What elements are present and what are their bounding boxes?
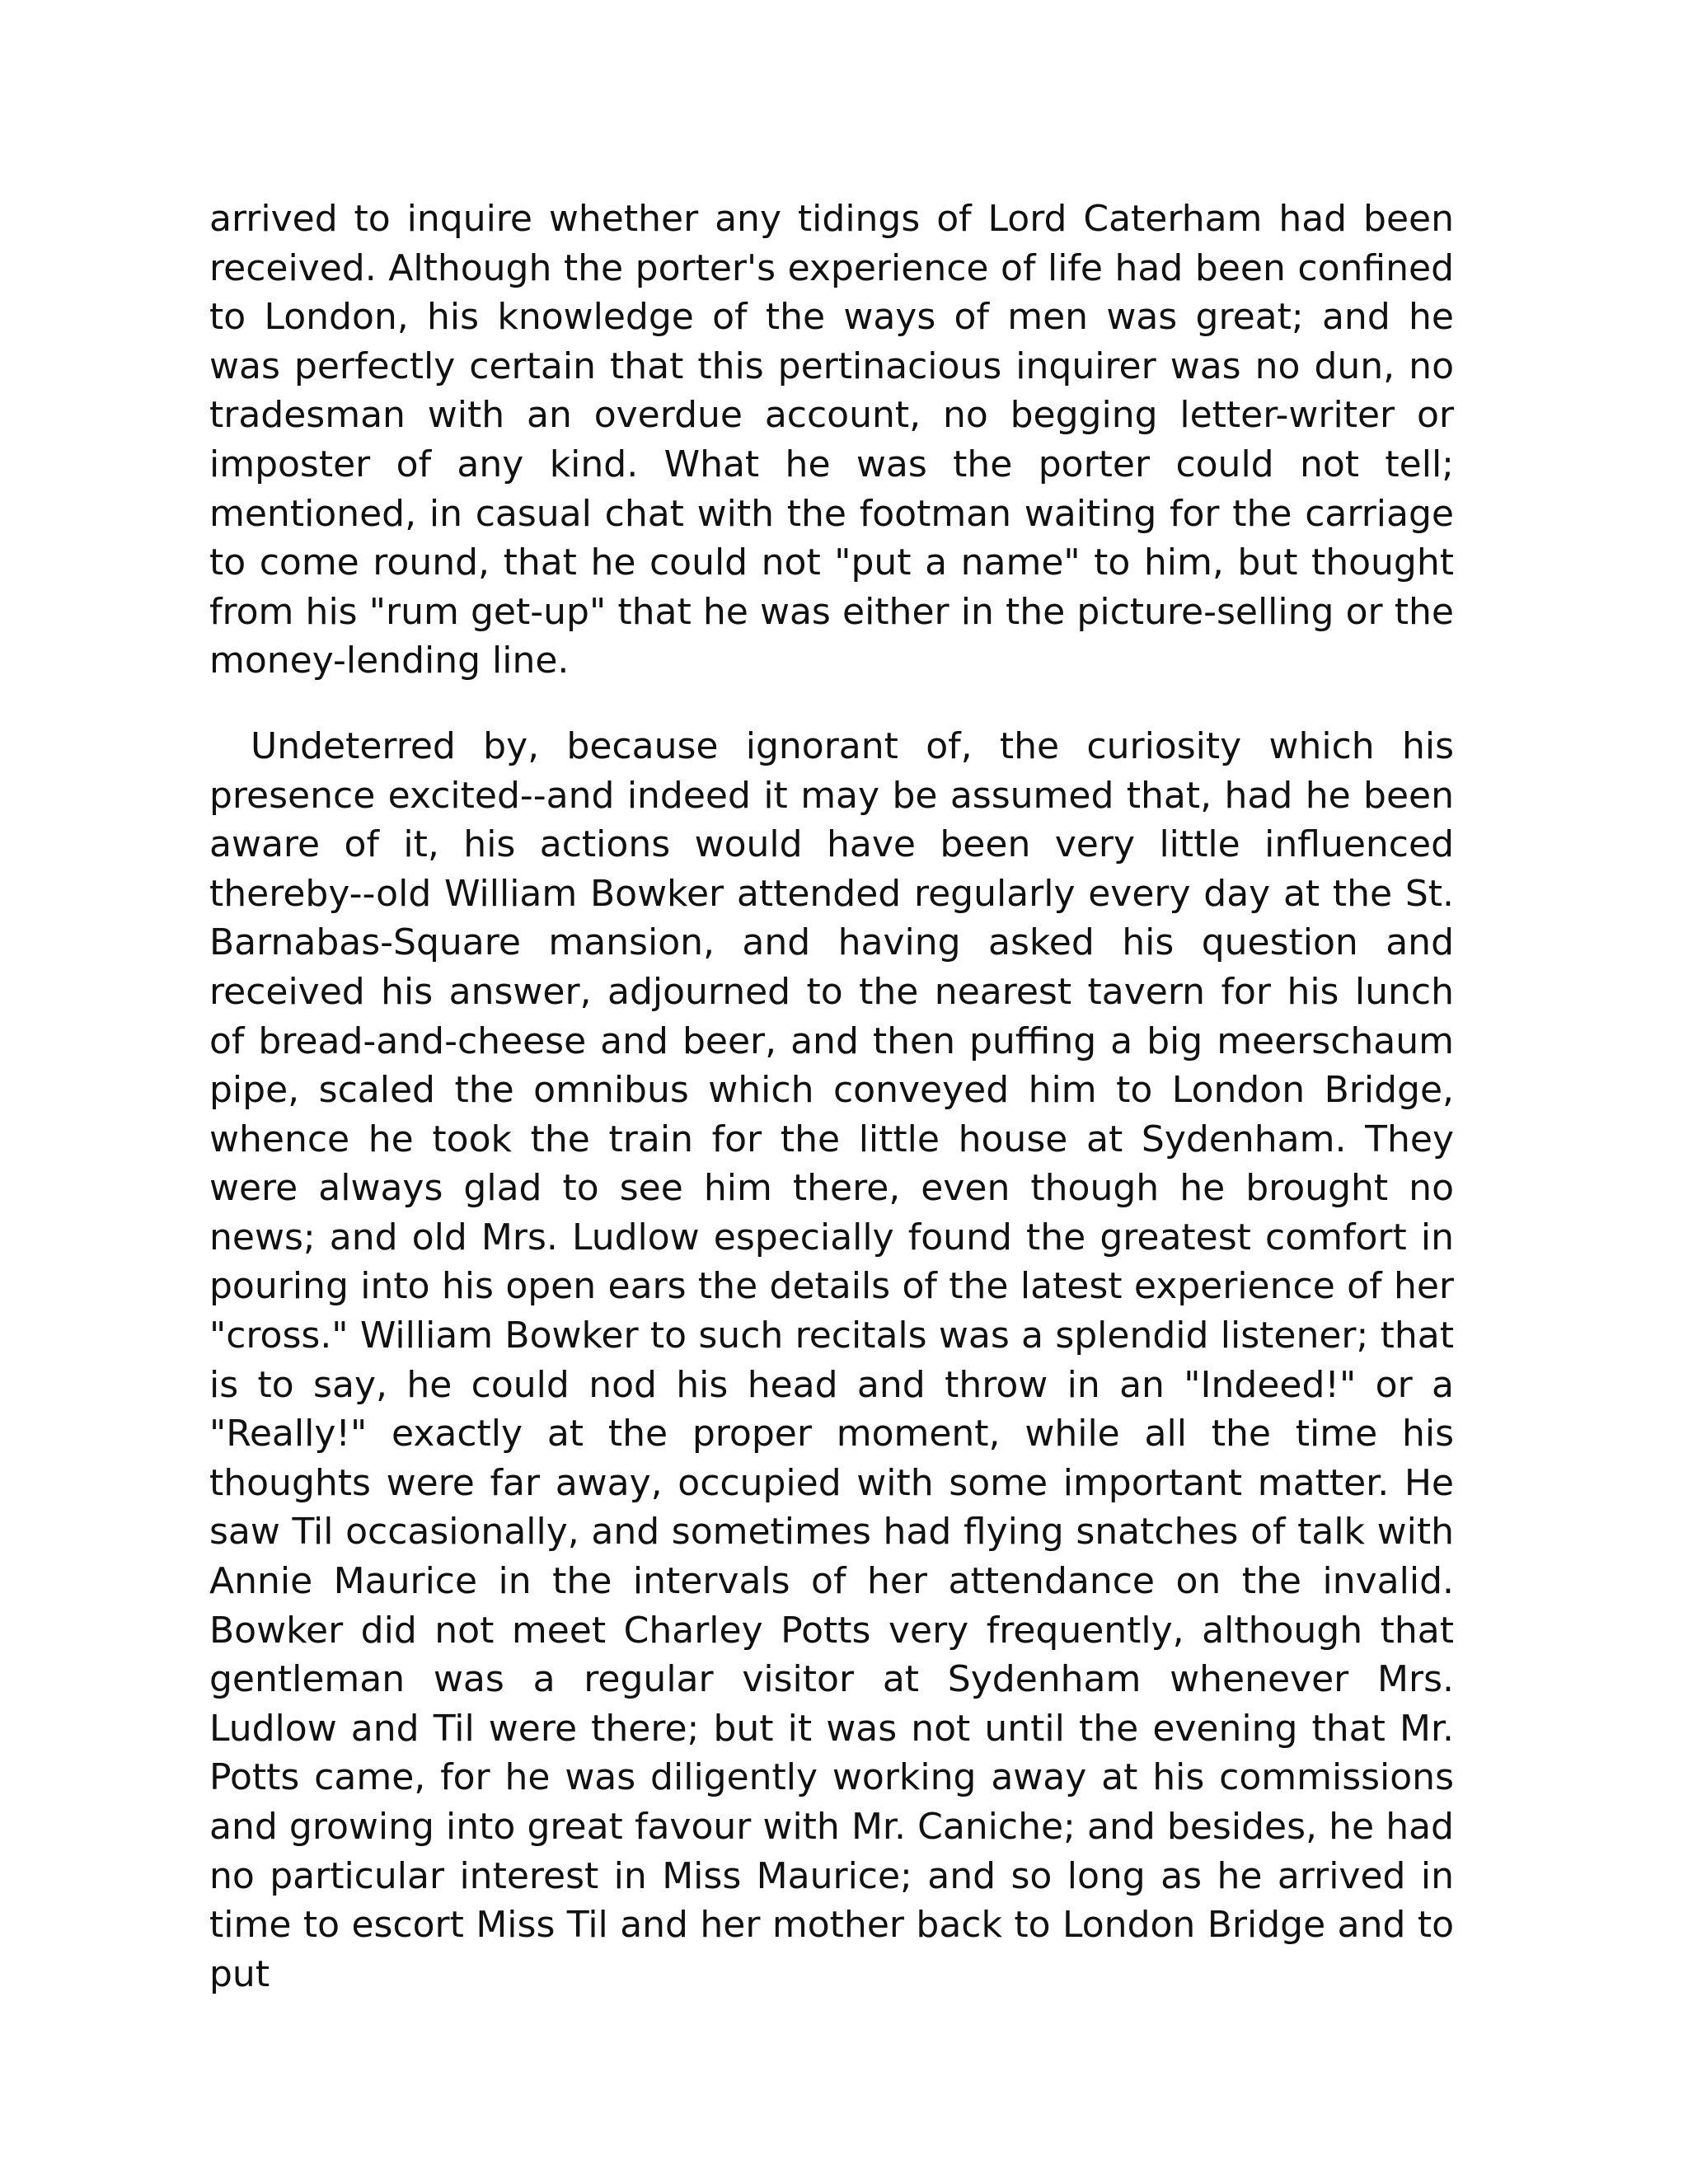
page-body [209,194,1454,1999]
paragraph-bowker-visits: Undeterred by, because ignorant of, the curiosity which his presence excited--and indeed it may be assumed that, had he been aware of it, his actions would have been very little influenced thereby--old William Bowker attended regularly every day at the St. Barnabas-Square mansion, and having asked his question and received his answer, adjourned to the nearest tavern for his lunch of bread-and-cheese and beer, and then puffing a big meerschaum pipe, scaled the omnibus which conveyed him to London Bridge, whence he took the train for the little house at Sydenham. They were always glad to see him there, even though he brought no news; and old Mrs. Ludlow especially found the greatest comfort in pouring into his open ears the details of the latest experience of her "cross." William Bowker to such recitals was a splendid listener; that is to say, he could nod his head and throw in an "Indeed!" or a "Really!" exactly at the proper moment, while all the time his thoughts were far away, occupied with some important matter. He saw Til occasionally, and sometimes had flying snatches of talk with Annie Maurice in the intervals of her attendance on the invalid. Bowker did not meet Charley Potts very frequently, although that gentleman was a regular visitor at Sydenham whenever Mrs. Ludlow and Til were there; but it was not until the evening that Mr. Potts came, for he was diligently working away at his commissions and growing into great favour with Mr. Caniche; and besides, he had no particular interest in Miss Maurice; and so long as he arrived in time to escort Miss Til and her mother back to London Bridge and to put [209,724,1454,1995]
paragraph-continuation: arrived to inquire whether any tidings of Lord Caterham had been received. Although the porter's experience of life had been confined to London, his knowledge of the ways of men was great; and he was perfectly certain that this pertinacious inquirer was no dun, no tradesman with an overdue account, no begging letter-writer or imposter of any kind. What he was the porter could not tell; mentioned, in casual chat with the footman waiting for the carriage to come round, that he could not "put a name" to him, but thought from his "rum get-up" that he was either in the picture-selling or the money-lending line. [209,198,1454,682]
